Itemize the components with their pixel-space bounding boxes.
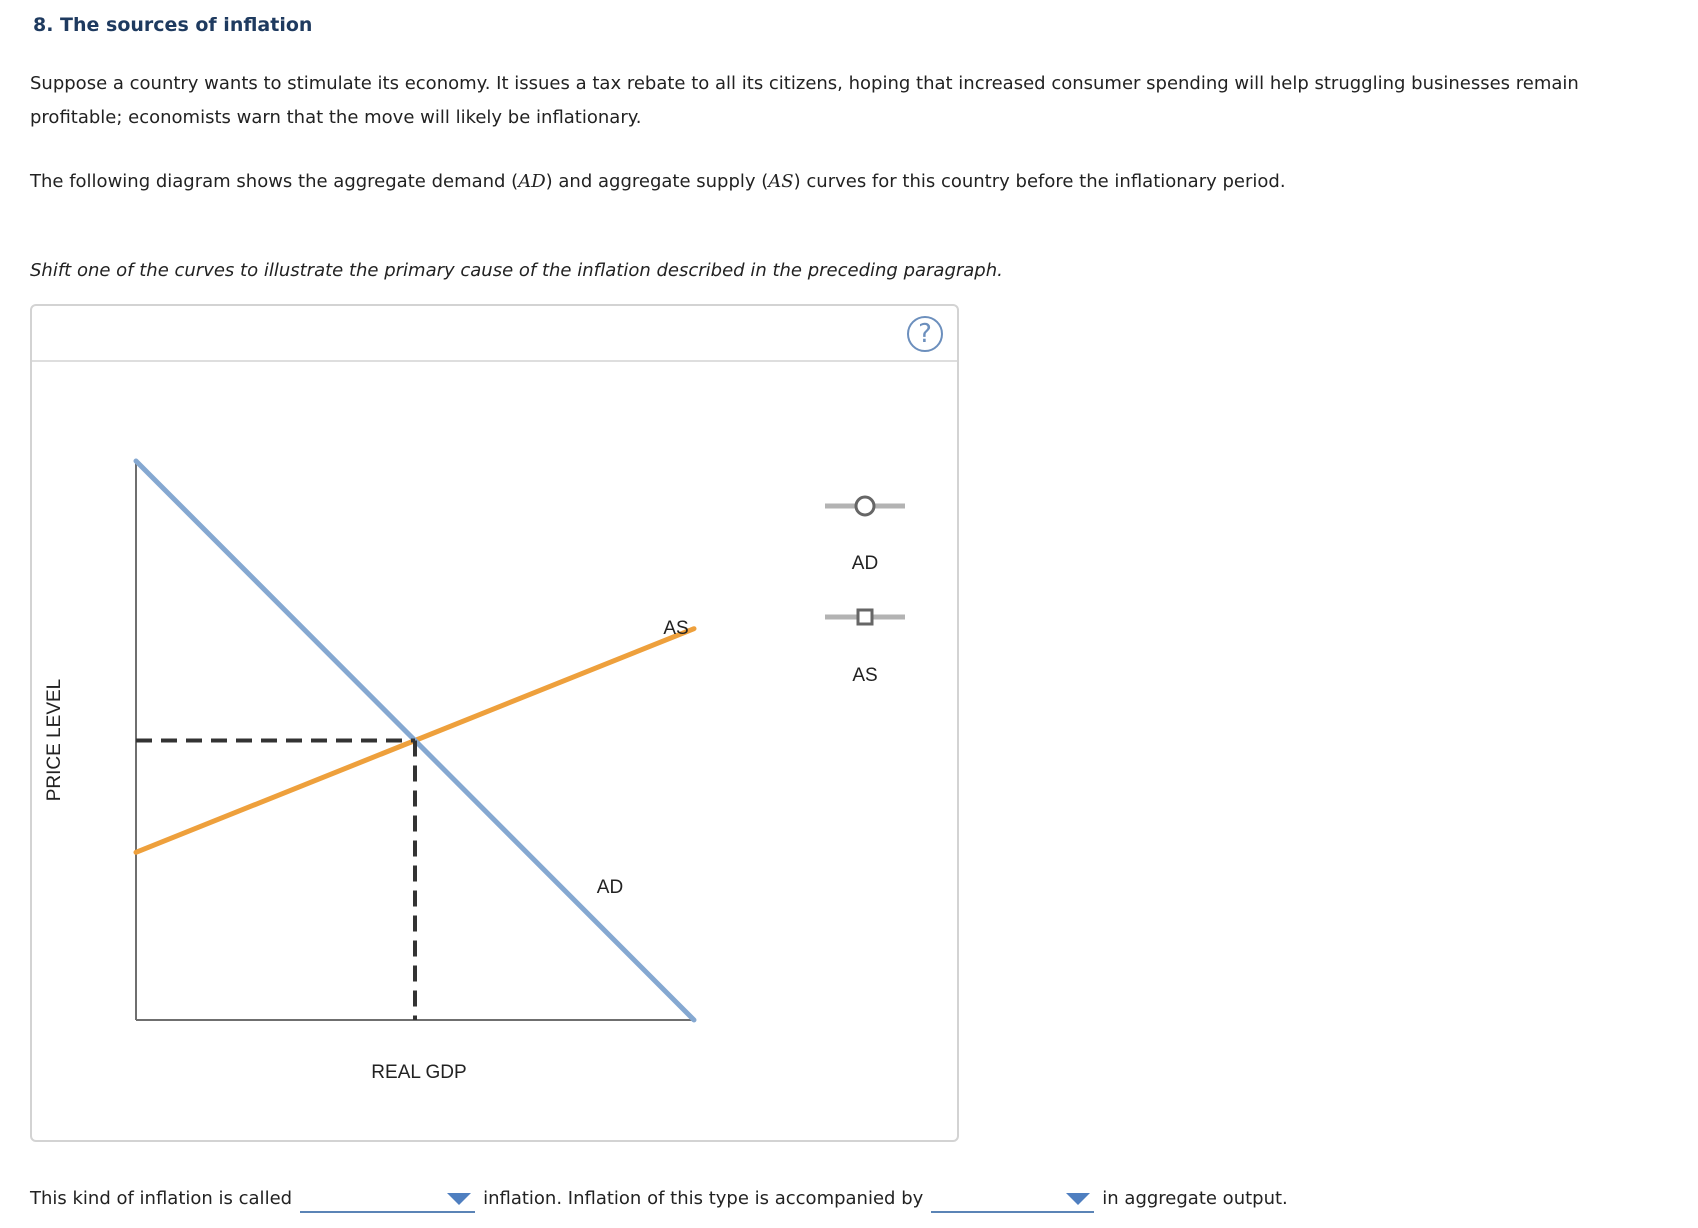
ad-palette-tool[interactable]: [825, 497, 905, 515]
scenario-paragraph: Suppose a country wants to stimulate its economy. It issues a tax rebate to all its citizens, hoping that increased consumer spending will help struggling businesses remain profitable; economists warn that the move will likely be inflationary.: [30, 73, 1579, 128]
question-part1: This kind of inflation is called: [30, 1187, 293, 1209]
chevron-down-icon[interactable]: [447, 1193, 471, 1205]
y-axis-label: PRICE LEVEL: [44, 678, 65, 802]
x-axis-label: REAL GDP: [371, 1062, 467, 1083]
description-middle: ) and aggregate supply (: [545, 171, 769, 192]
ad-palette-label: AD: [851, 553, 879, 574]
diagram-description: [30, 165, 1660, 199]
question-part2: inflation. Inflation of this type is accompanied by: [483, 1187, 924, 1209]
description-suffix: ) curves for this country before the inflationary period.: [793, 171, 1286, 192]
as-palette-tool[interactable]: [825, 610, 905, 624]
instruction-text: Shift one of the curves to illustrate the primary cause of the inflation described in the preceding paragraph.: [30, 260, 1003, 281]
ad-curve-label: AD: [596, 877, 624, 898]
output-change-dropdown[interactable]: [931, 1183, 1094, 1213]
help-button[interactable]: ?: [907, 316, 943, 352]
circle-marker-icon[interactable]: [856, 497, 874, 515]
graph-panel: [30, 304, 959, 1142]
inflation-type-dropdown[interactable]: [300, 1183, 475, 1213]
description-ad: AD: [518, 171, 546, 192]
question-title: 8. The sources of inflation: [33, 14, 313, 36]
graph-area: [32, 306, 957, 1140]
as-curve-label: AS: [663, 618, 689, 639]
square-marker-icon[interactable]: [858, 610, 872, 624]
description-as: AS: [768, 171, 794, 192]
question-line: [30, 1178, 1670, 1218]
as-palette-label: AS: [852, 665, 878, 686]
question-part3: in aggregate output.: [1102, 1187, 1288, 1209]
chevron-down-icon[interactable]: [1066, 1193, 1090, 1205]
description-prefix: The following diagram shows the aggregate demand (: [30, 171, 519, 192]
